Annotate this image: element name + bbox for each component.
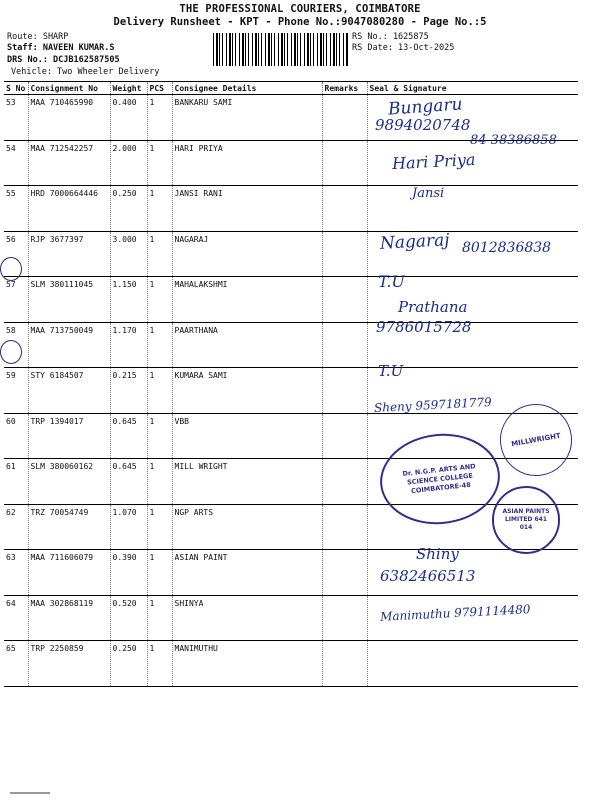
runsheet-table: [4, 81, 578, 687]
row-remarks: [322, 95, 367, 141]
row-pcs: 1: [147, 322, 172, 368]
row-consignment: SLM 380060162: [28, 459, 110, 505]
row-sno: 64: [4, 595, 28, 641]
row-weight: 0.390: [110, 550, 147, 596]
row-weight: 1.150: [110, 277, 147, 323]
row-weight: 3.000: [110, 231, 147, 277]
row-weight: 1.170: [110, 322, 147, 368]
signature-59: T.U: [378, 362, 404, 380]
row-remarks: [322, 504, 367, 550]
row-pcs: 1: [147, 186, 172, 232]
row-sno: 63: [4, 550, 28, 596]
row-consignee: KUMARA SAMI: [172, 368, 322, 414]
row-pcs: 1: [147, 550, 172, 596]
circle-mark-59: [0, 340, 22, 364]
row-sno: 61: [4, 459, 28, 505]
college-stamp: Dr. N.G.P. ARTS AND SCIENCE COLLEGE COIMBATORE-48: [376, 428, 505, 530]
row-signature: [367, 186, 578, 232]
signature-60: Sheny 9597181779: [373, 394, 493, 416]
row-pcs: 1: [147, 413, 172, 459]
route-label: Route: SHARP: [7, 32, 69, 42]
row-remarks: [322, 641, 367, 687]
vehicle-label: Vehicle: Two Wheeler Delivery: [11, 67, 160, 77]
row-weight: 0.250: [110, 641, 147, 687]
row-consignee: BANKARU SAMI: [172, 95, 322, 141]
signature-57: T.U: [378, 272, 405, 291]
col-signature: Seal & Signature: [367, 82, 578, 95]
row-consignee: HARI PRIYA: [172, 140, 322, 186]
row-pcs: 1: [147, 595, 172, 641]
row-remarks: [322, 595, 367, 641]
millwright-stamp: MILLWRIGHT: [494, 398, 577, 481]
signature-54-phone: 84 38386858: [470, 133, 557, 148]
row-sno: 65: [4, 641, 28, 687]
row-sno: 54: [4, 140, 28, 186]
row-sno: 60: [4, 413, 28, 459]
col-consignment: Consignment No: [28, 82, 110, 95]
row-pcs: 1: [147, 368, 172, 414]
row-remarks: [322, 322, 367, 368]
col-remarks: Remarks: [322, 82, 367, 95]
footer-mark: [10, 792, 50, 794]
signature-58-phone: 9786015728: [376, 318, 472, 336]
signature-53-phone: 9894020748: [375, 116, 471, 134]
row-signature: [367, 641, 578, 687]
row-remarks: [322, 413, 367, 459]
rs-date: RS Date: 13-Oct-2025: [352, 43, 455, 53]
row-sno: 62: [4, 504, 28, 550]
signature-53: Bungaru: [387, 94, 464, 120]
row-consignee: NGP ARTS: [172, 504, 322, 550]
table-header-row: [4, 82, 578, 95]
row-pcs: 1: [147, 231, 172, 277]
row-weight: 2.000: [110, 140, 147, 186]
row-pcs: 1: [147, 140, 172, 186]
table-row: [4, 413, 578, 459]
row-sno: 53: [4, 95, 28, 141]
row-consignee: MILL WRIGHT: [172, 459, 322, 505]
row-sno: 56: [4, 231, 28, 277]
row-sno: 57: [4, 277, 28, 323]
signature-64: Shiny: [416, 545, 459, 563]
row-sno: 59: [4, 368, 28, 414]
row-weight: 0.520: [110, 595, 147, 641]
row-remarks: [322, 186, 367, 232]
row-consignment: HRD 7000664446: [28, 186, 110, 232]
row-consignee: NAGARAJ: [172, 231, 322, 277]
row-remarks: [322, 459, 367, 505]
table-row: [4, 550, 578, 596]
row-consignment: SLM 380111045: [28, 277, 110, 323]
row-pcs: 1: [147, 459, 172, 505]
row-consignment: RJP 3677397: [28, 231, 110, 277]
signature-54: Hari Priya: [391, 149, 476, 174]
row-pcs: 1: [147, 277, 172, 323]
signature-56: Nagaraj: [379, 230, 451, 254]
rs-number: RS No.: 1625875: [352, 32, 429, 42]
row-weight: 0.215: [110, 368, 147, 414]
row-consignee: VBB: [172, 413, 322, 459]
row-consignment: MAA 711606079: [28, 550, 110, 596]
row-weight: 0.250: [110, 186, 147, 232]
row-consignment: TRP 2250859: [28, 641, 110, 687]
row-consignee: MANIMUTHU: [172, 641, 322, 687]
row-consignment: MAA 713750049: [28, 322, 110, 368]
row-pcs: 1: [147, 95, 172, 141]
row-remarks: [322, 550, 367, 596]
row-pcs: 1: [147, 641, 172, 687]
row-consignment: MAA 302868119: [28, 595, 110, 641]
row-weight: 0.645: [110, 459, 147, 505]
row-consignment: MAA 710465990: [28, 95, 110, 141]
barcode: [213, 33, 349, 66]
row-weight: 0.400: [110, 95, 147, 141]
asian-paints-stamp: ASIAN PAINTS LIMITED 641 014: [492, 486, 560, 554]
row-weight: 1.070: [110, 504, 147, 550]
row-consignment: MAA 712542257: [28, 140, 110, 186]
row-consignee: SHINYA: [172, 595, 322, 641]
row-sno: 55: [4, 186, 28, 232]
row-remarks: [322, 231, 367, 277]
row-remarks: [322, 277, 367, 323]
runsheet-subtitle: Delivery Runsheet - KPT - Phone No.:9047080280 - Page No.:5: [113, 16, 487, 28]
row-consignee: JANSI RANI: [172, 186, 322, 232]
table-row: [4, 641, 578, 687]
col-pcs: PCS: [147, 82, 172, 95]
signature-65: Manimuthu 9791114480: [379, 602, 531, 624]
drs-number: DRS No.: DCJB162587505: [7, 55, 120, 65]
col-weight: Weight: [110, 82, 147, 95]
circle-mark-57: [0, 257, 22, 281]
col-sno: S No: [4, 82, 28, 95]
row-sno: 58: [4, 322, 28, 368]
staff-label: Staff: NAVEEN KUMAR.S: [7, 43, 115, 53]
table-row: [4, 277, 578, 323]
table-row: [4, 186, 578, 232]
signature-56-phone: 8012836838: [462, 240, 552, 256]
signature-58: Prathana: [398, 298, 468, 316]
row-consignment: TRP 1394017: [28, 413, 110, 459]
signature-55: Jansi: [412, 186, 445, 201]
row-remarks: [322, 140, 367, 186]
row-consignee: ASIAN PAINT: [172, 550, 322, 596]
runsheet-title: THE PROFESSIONAL COURIERS, COIMBATORE: [179, 3, 421, 15]
row-remarks: [322, 368, 367, 414]
row-weight: 0.645: [110, 413, 147, 459]
row-consignment: TRZ 70054749: [28, 504, 110, 550]
signature-64-phone: 6382466513: [380, 567, 476, 585]
row-consignee: MAHALAKSHMI: [172, 277, 322, 323]
row-pcs: 1: [147, 504, 172, 550]
col-consignee: Consignee Details: [172, 82, 322, 95]
table-row: [4, 322, 578, 368]
row-consignment: STY 6184507: [28, 368, 110, 414]
row-consignee: PAARTHANA: [172, 322, 322, 368]
